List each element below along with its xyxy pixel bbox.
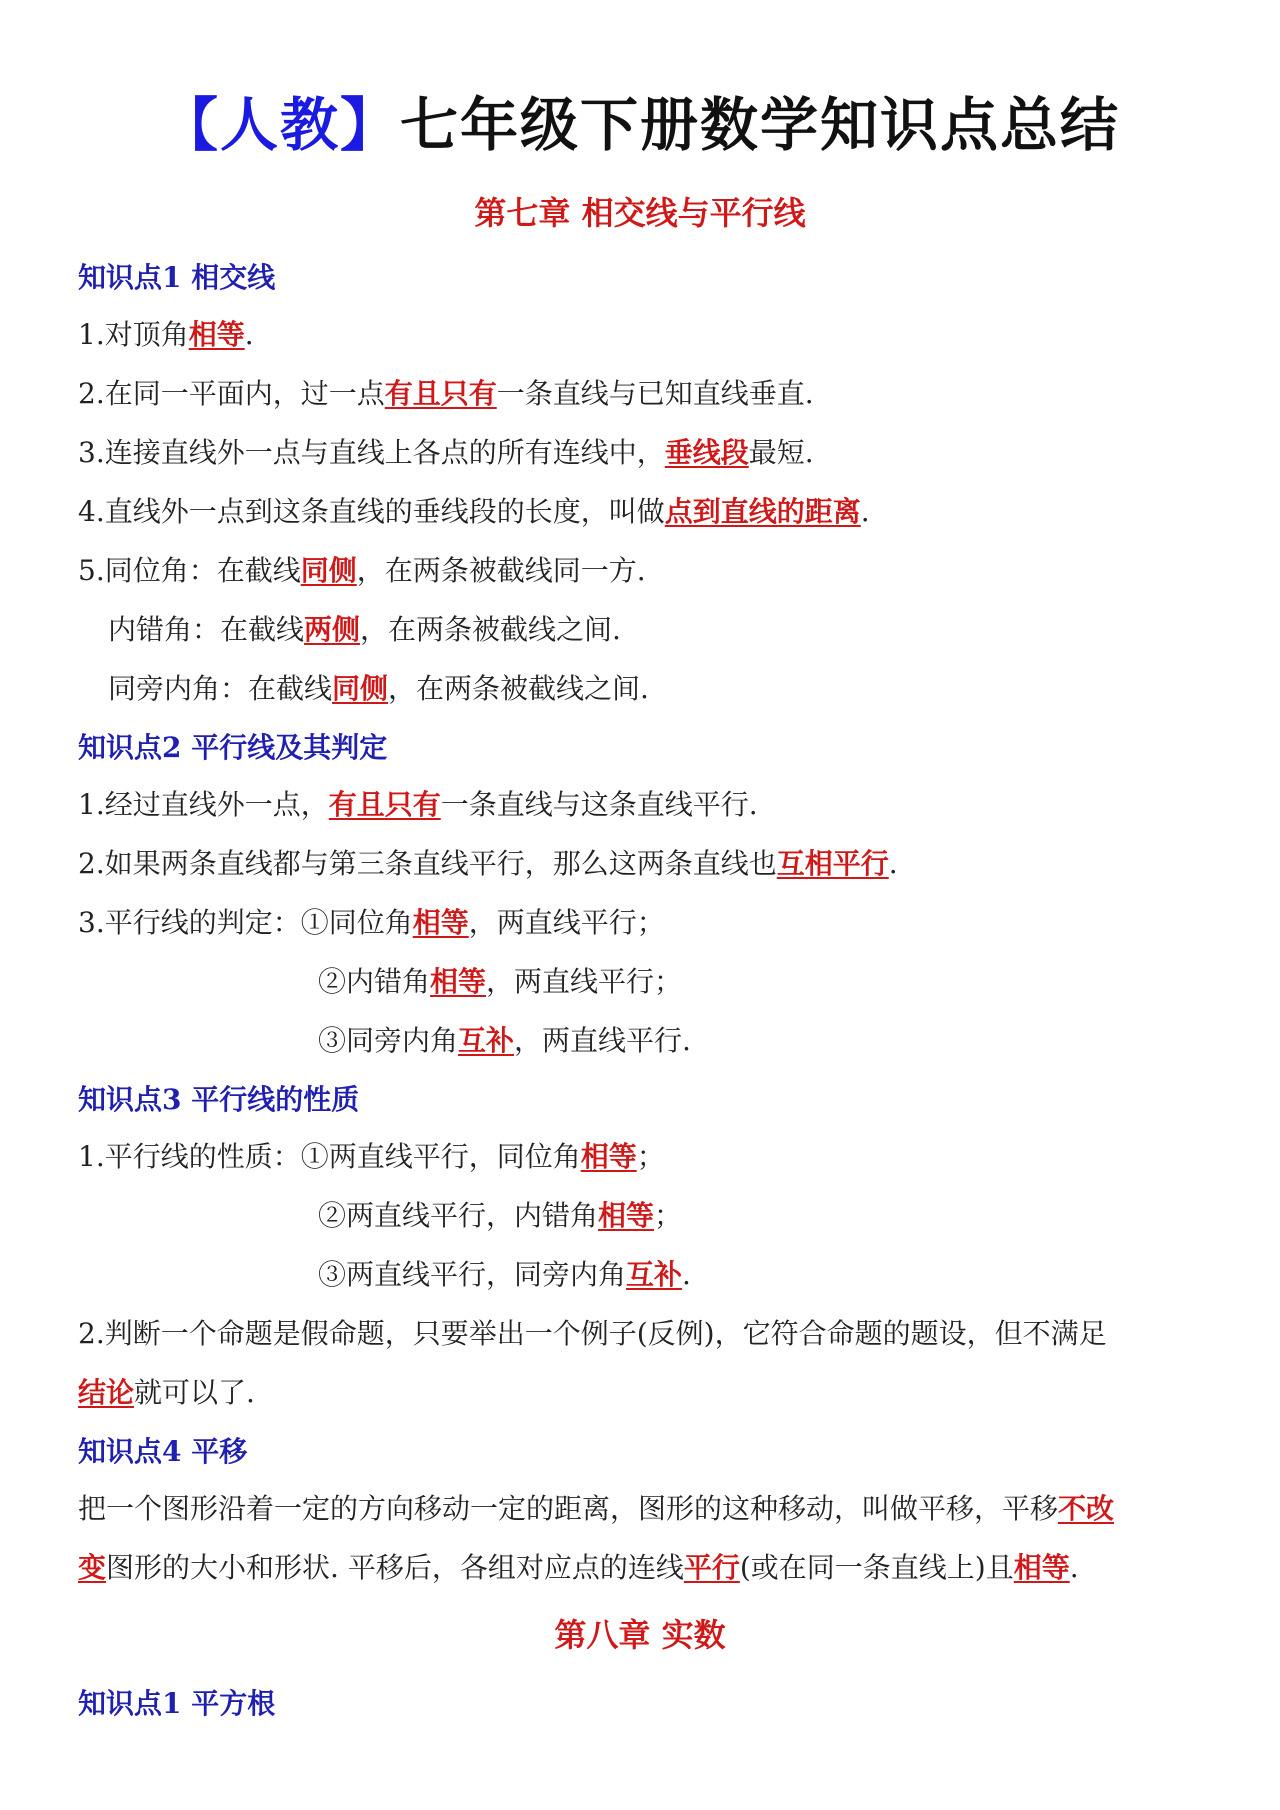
highlight-term: 两侧 [304, 613, 361, 646]
kp3-line-5: 结论就可以了. [78, 1376, 255, 1409]
page-title [0, 78, 1280, 162]
kp1-heading: 知识点1 相交线 [78, 261, 276, 294]
kp3-line-4: 2.判断一个命题是假命题，只要举出一个例子(反例)，它符合命题的题设，但不满足 [78, 1317, 1107, 1350]
highlight-term: 平行 [683, 1551, 740, 1584]
kp2-line-3: 3.平行线的判定：①同位角相等，两直线平行； [78, 906, 665, 939]
highlight-term: 相等 [580, 1140, 637, 1173]
highlight-term: 相等 [430, 965, 487, 998]
chapter-7-heading: 第七章 相交线与平行线 [474, 194, 806, 232]
highlight-term: 同侧 [300, 554, 357, 587]
kp2-line-2: 2.如果两条直线都与第三条直线平行，那么这两条直线也互相平行. [78, 847, 898, 880]
kp1-line-6: 内错角：在截线两侧，在两条被截线之间. [108, 613, 621, 646]
highlight-term: 同侧 [332, 672, 389, 705]
kp1-line-5: 5.同位角：在截线同侧，在两条被截线同一方. [78, 554, 646, 587]
highlight-term: 互相平行 [776, 847, 889, 880]
kp1-line-2: 2.在同一平面内，过一点有且只有一条直线与已知直线垂直. [78, 377, 814, 410]
kp1-line-7: 同旁内角：在截线同侧，在两条被截线之间. [108, 672, 649, 705]
kp4-line-2: 变图形的大小和形状. 平移后，各组对应点的连线平行(或在同一条直线上)且相等. [78, 1551, 1079, 1584]
highlight-term: 互补 [626, 1258, 683, 1291]
highlight-term: 垂线段 [664, 436, 749, 469]
kp2-heading: 知识点2 平行线及其判定 [78, 731, 388, 764]
kp1-line-3: 3.连接直线外一点与直线上各点的所有连线中，垂线段最短. [78, 436, 814, 469]
highlight-term: 结论 [78, 1376, 135, 1409]
kp2-line-1: 1.经过直线外一点，有且只有一条直线与这条直线平行. [78, 788, 758, 821]
kp2-line-4: ②内错角相等，两直线平行； [318, 965, 683, 998]
highlight-term: 变 [78, 1551, 107, 1584]
highlight-term: 相等 [412, 906, 469, 939]
highlight-term: 有且只有 [384, 377, 497, 410]
kp2-line-5: ③同旁内角互补，两直线平行. [318, 1024, 691, 1057]
kp1-line-1: 1.对顶角相等. [78, 318, 254, 351]
highlight-term: 点到直线的距离 [664, 495, 861, 528]
title-main: 七年级下册数学知识点总结 [400, 91, 1121, 159]
kp5-heading: 知识点1 平方根 [78, 1687, 276, 1720]
kp3-line-1: 1.平行线的性质：①两直线平行，同位角相等； [78, 1140, 665, 1173]
title-prefix: 【人教】 [159, 91, 400, 159]
highlight-term: 不改 [1058, 1492, 1115, 1525]
chapter-8-heading: 第八章 实数 [554, 1616, 726, 1654]
highlight-term: 有且只有 [328, 788, 441, 821]
kp4-line-1: 把一个图形沿着一定的方向移动一定的距离，图形的这种移动，叫做平移，平移不改 [78, 1492, 1115, 1525]
kp3-line-2: ②两直线平行，内错角相等； [318, 1199, 683, 1232]
kp3-heading: 知识点3 平行线的性质 [78, 1083, 360, 1116]
highlight-term: 相等 [188, 318, 245, 351]
kp3-line-3: ③两直线平行，同旁内角互补. [318, 1258, 691, 1291]
highlight-term: 相等 [598, 1199, 655, 1232]
kp1-line-4: 4.直线外一点到这条直线的垂线段的长度，叫做点到直线的距离. [78, 495, 870, 528]
kp4-heading: 知识点4 平移 [78, 1435, 248, 1468]
highlight-term: 相等 [1013, 1551, 1070, 1584]
highlight-term: 互补 [458, 1024, 515, 1057]
